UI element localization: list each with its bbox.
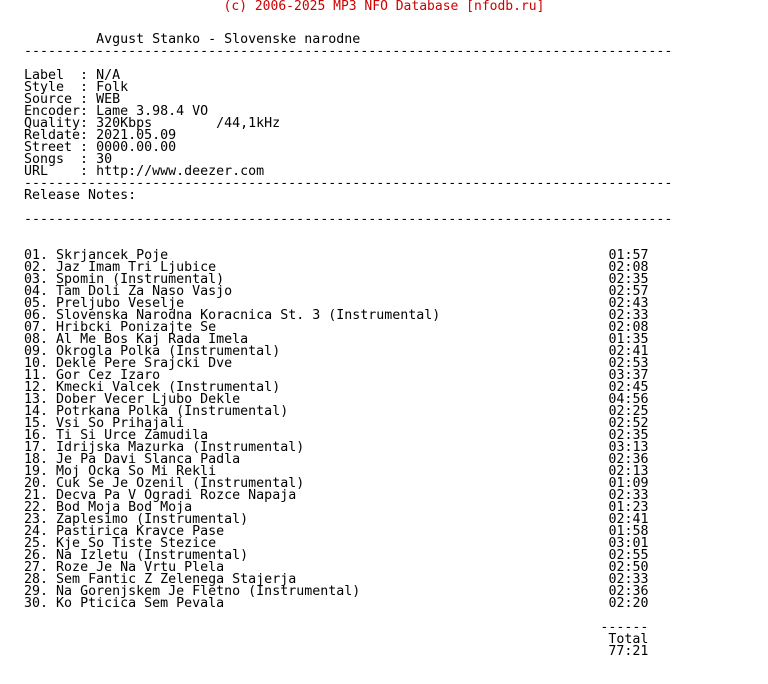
info-value: 2021.05.09 [96, 128, 177, 143]
track-list [24, 250, 672, 610]
track-number: 21. [24, 488, 49, 503]
info-label: Source [24, 92, 81, 107]
info-value: WEB [96, 92, 121, 107]
info-label: Label [24, 68, 81, 83]
track-number: 23. [24, 512, 49, 527]
info-label: URL [24, 164, 81, 179]
info-label: Songs [24, 152, 81, 167]
track-title: Ti Si Urce Zamudila [56, 428, 209, 443]
total-time: 77:21 [608, 644, 649, 659]
info-value: N/A [96, 68, 121, 83]
info-value: Folk [96, 80, 129, 95]
info-row: Style : Folk [24, 80, 129, 95]
track-duration: 03:13 [608, 440, 649, 455]
track-number: 19. [24, 464, 49, 479]
track-number: 10. [24, 356, 49, 371]
track-title: Potrkana Polka (Instrumental) [56, 404, 289, 419]
track-duration: 02:08 [608, 320, 649, 335]
track-title: Spomin (Instrumental) [56, 272, 225, 287]
track-duration: 02:43 [608, 296, 649, 311]
track-title: Preljubo Veselje [56, 296, 185, 311]
track-number: 20. [24, 476, 49, 491]
track-title: Hribcki Ponizajte Se [56, 320, 217, 335]
track-duration: 03:01 [608, 536, 649, 551]
track-duration: 02:45 [608, 380, 649, 395]
track-duration: 03:37 [608, 368, 649, 383]
track-duration: 02:33 [608, 572, 649, 587]
track-number: 05. [24, 296, 49, 311]
track-title: Kje So Tiste Stezice [56, 536, 217, 551]
info-label: Quality [24, 116, 81, 131]
track-number: 01. [24, 248, 49, 263]
track-duration: 02:55 [608, 548, 649, 563]
track-number: 29. [24, 584, 49, 599]
info-row: Source : WEB [24, 92, 121, 107]
track-number: 03. [24, 272, 49, 287]
track-title: Decva Pa V Ogradi Rozce Napaja [56, 488, 297, 503]
track-title: Je Pa Davi Slanca Padla [56, 452, 241, 467]
track-duration: 02:50 [608, 560, 649, 575]
track-title: Roze Je Na Vrtu Plela [56, 560, 225, 575]
track-title: Na Izletu (Instrumental) [56, 548, 249, 563]
track-title: Gor Cez Izaro [56, 368, 161, 383]
track-number: 07. [24, 320, 49, 335]
blank-line [24, 58, 672, 70]
info-value: 320Kbps /44,1kHz [96, 116, 281, 131]
track-number: 25. [24, 536, 49, 551]
track-duration: 02:25 [608, 404, 649, 419]
track-duration: 02:41 [608, 512, 649, 527]
track-duration: 02:57 [608, 284, 649, 299]
info-row: Quality: 320Kbps /44,1kHz [24, 116, 281, 131]
track-duration: 02:13 [608, 464, 649, 479]
track-duration: 02:33 [608, 308, 649, 323]
track-number: 30. [24, 596, 49, 611]
track-title: Sem Fantic Z Zelenega Stajerja [56, 572, 297, 587]
track-title: Zaplesimo (Instrumental) [56, 512, 249, 527]
info-label: Encoder [24, 104, 81, 119]
track-number: 14. [24, 404, 49, 419]
total-rule: ------ [600, 620, 649, 635]
track-number: 09. [24, 344, 49, 359]
track-title: Dober Vecer Ljubo Dekle [56, 392, 241, 407]
track-duration: 02:41 [608, 344, 649, 359]
track-duration: 02:20 [608, 596, 649, 611]
track-number: 02. [24, 260, 49, 275]
info-label: Style [24, 80, 81, 95]
separator-top: --------------------------------------------------------------------------------- [24, 44, 673, 59]
track-number: 08. [24, 332, 49, 347]
track-title: Ko Pticica Sem Pevala [56, 596, 225, 611]
track-number: 13. [24, 392, 49, 407]
separator-notes: --------------------------------------------------------------------------------- [24, 212, 673, 227]
info-row: Street : 0000.00.00 [24, 140, 177, 155]
track-duration: 01:57 [608, 248, 649, 263]
track-title: Skrjancek Poje [56, 248, 169, 263]
track-title: Idrijska Mazurka (Instrumental) [56, 440, 305, 455]
info-block [24, 70, 672, 178]
track-number: 04. [24, 284, 49, 299]
track-title: Dekle Pere Srajcki Dve [56, 356, 233, 371]
info-row: URL : http://www.deezer.com [24, 164, 265, 179]
site-credit-header: (c) 2006-2025 MP3 NFO Database [nfodb.ru] [223, 0, 545, 14]
track-row [24, 598, 672, 610]
track-number: 18. [24, 452, 49, 467]
track-duration: 01:23 [608, 500, 649, 515]
track-duration: 02:33 [608, 488, 649, 503]
track-title: Moj Ocka So Mi Rekli [56, 464, 217, 479]
track-title: Bod Moja Bod Moja [56, 500, 193, 515]
track-duration: 01:35 [608, 332, 649, 347]
info-value: Lame 3.98.4 VO [96, 104, 209, 119]
track-duration: 02:36 [608, 452, 649, 467]
track-title: Na Gorenjskem Je Fletno (Instrumental) [56, 584, 361, 599]
total-time-line [24, 646, 672, 658]
info-label: Street [24, 140, 81, 155]
info-value: 0000.00.00 [96, 140, 177, 155]
info-label: Reldate [24, 128, 81, 143]
track-title: Okrogla Polka (Instrumental) [56, 344, 281, 359]
separator-info: --------------------------------------------------------------------------------- [24, 176, 673, 191]
track-number: 26. [24, 548, 49, 563]
info-row: Reldate: 2021.05.09 [24, 128, 177, 143]
track-title: Jaz Imam Tri Ljubice [56, 260, 217, 275]
release-title: Avgust Stanko - Slovenske narodne [96, 32, 361, 47]
release-notes-label: Release Notes: [24, 188, 137, 203]
info-value: 30 [96, 152, 113, 167]
track-number: 16. [24, 428, 49, 443]
track-duration: 02:35 [608, 272, 649, 287]
track-number: 24. [24, 524, 49, 539]
total-label: Total [608, 632, 649, 647]
info-value: http://www.deezer.com [96, 164, 265, 179]
track-number: 28. [24, 572, 49, 587]
track-title: Slovenska Narodna Koracnica St. 3 (Instrumental) [56, 308, 441, 323]
track-number: 17. [24, 440, 49, 455]
track-title: Tam Doli Za Naso Vasjo [56, 284, 233, 299]
track-duration: 04:56 [608, 392, 649, 407]
track-duration: 02:08 [608, 260, 649, 275]
track-number: 06. [24, 308, 49, 323]
track-title: Pastirica Kravce Pase [56, 524, 225, 539]
track-duration: 02:53 [608, 356, 649, 371]
blank-line [24, 226, 672, 238]
track-title: Al Me Bos Kaj Rada Imela [56, 332, 249, 347]
track-title: Kmecki Valcek (Instrumental) [56, 380, 281, 395]
track-number: 27. [24, 560, 49, 575]
track-title: Cuk Se Je Ozenil (Instrumental) [56, 476, 305, 491]
track-duration: 01:09 [608, 476, 649, 491]
track-number: 12. [24, 380, 49, 395]
track-duration: 01:58 [608, 524, 649, 539]
info-row: Encoder: Lame 3.98.4 VO [24, 104, 209, 119]
track-number: 22. [24, 500, 49, 515]
track-duration: 02:52 [608, 416, 649, 431]
track-number: 15. [24, 416, 49, 431]
info-row: Label : N/A [24, 68, 121, 83]
info-row: Songs : 30 [24, 152, 113, 167]
track-number: 11. [24, 368, 49, 383]
track-title: Vsi So Prihajali [56, 416, 185, 431]
track-duration: 02:35 [608, 428, 649, 443]
track-duration: 02:36 [608, 584, 649, 599]
nfo-text-block [24, 34, 672, 658]
